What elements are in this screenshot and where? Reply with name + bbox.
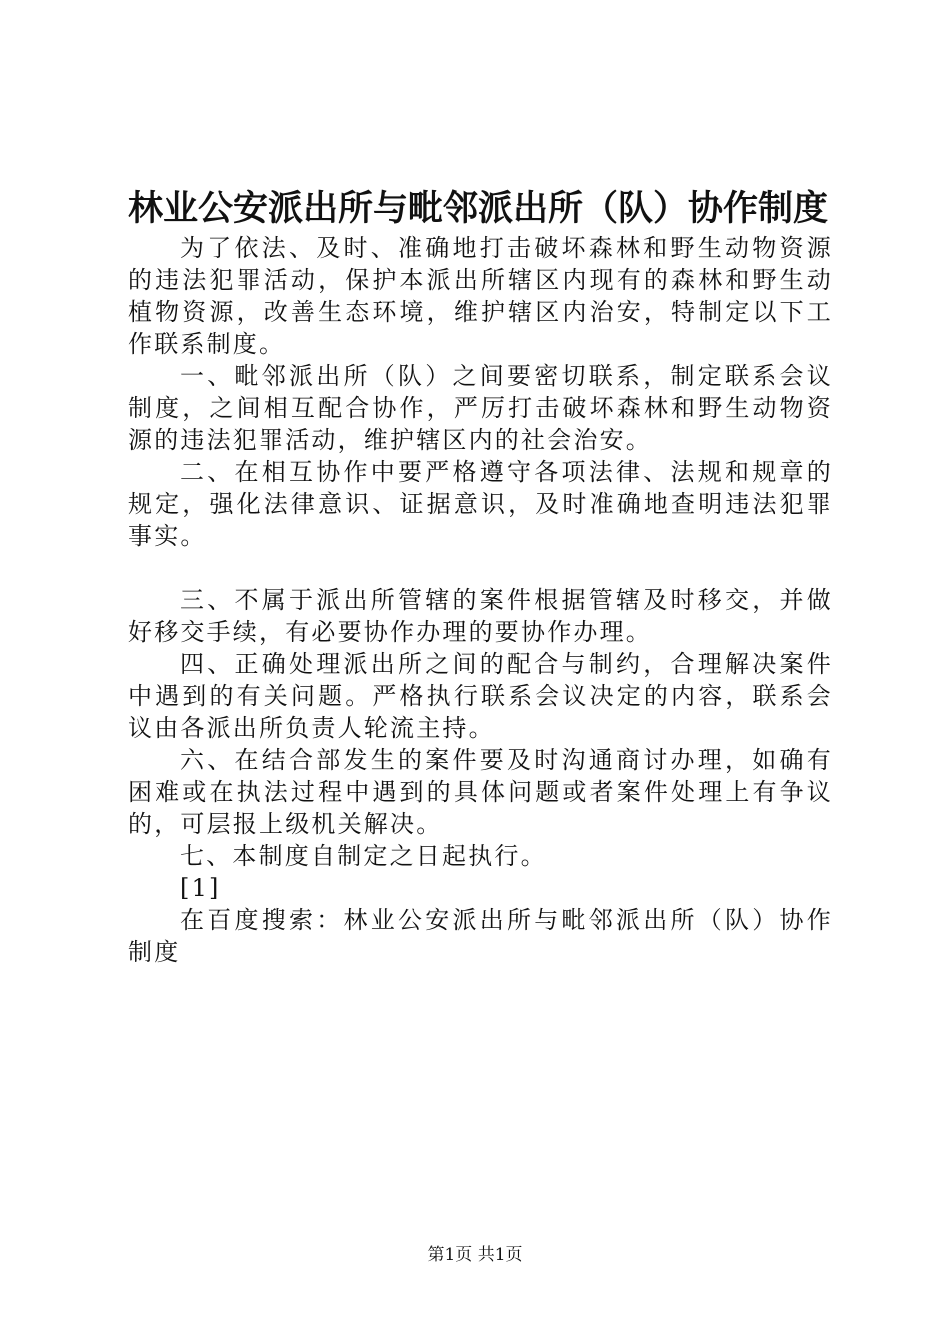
document-body [128,232,833,968]
paragraph-item-7: 七、本制度自制定之日起执行。 [180,842,547,870]
paragraph-item-1: 一、毗邻派出所（队）之间要密切联系，制定联系会议制度，之间相互配合协作，严厉打击破坏森林和野生动物资源的违法犯罪活动，维护辖区内的社会治安。 [128,362,833,454]
search-note: 在百度搜索：林业公安派出所与毗邻派出所（队）协作制度 [128,906,833,966]
paragraph-item-3: 三、不属于派出所管辖的案件根据管辖及时移交，并做好移交手续，有必要协作办理的要协作办理。 [128,586,833,646]
paragraph-item-2: 二、在相互协作中要严格遵守各项法律、法规和规章的规定，强化法律意识、证据意识，及时准确地查明违法犯罪事实。 [128,458,833,550]
paragraph-intro: 为了依法、及时、准确地打击破坏森林和野生动物资源的违法犯罪活动，保护本派出所辖区内现有的森林和野生动植物资源，改善生态环境，维护辖区内治安，特制定以下工作联系制度。 [128,234,833,358]
paragraph-item-4: 四、正确处理派出所之间的配合与制约，合理解决案件中遇到的有关问题。严格执行联系会议决定的内容，联系会议由各派出所负责人轮流主持。 [128,650,833,742]
page-footer: 第1页 共1页 [427,1245,523,1265]
paragraph-item-6: 六、在结合部发生的案件要及时沟通商讨办理，如确有困难或在执法过程中遇到的具体问题或者案件处理上有争议的，可层报上级机关解决。 [128,746,833,838]
document-title: 林业公安派出所与毗邻派出所（队）协作制度 [128,188,829,229]
reference-marker: [1] [180,874,221,902]
